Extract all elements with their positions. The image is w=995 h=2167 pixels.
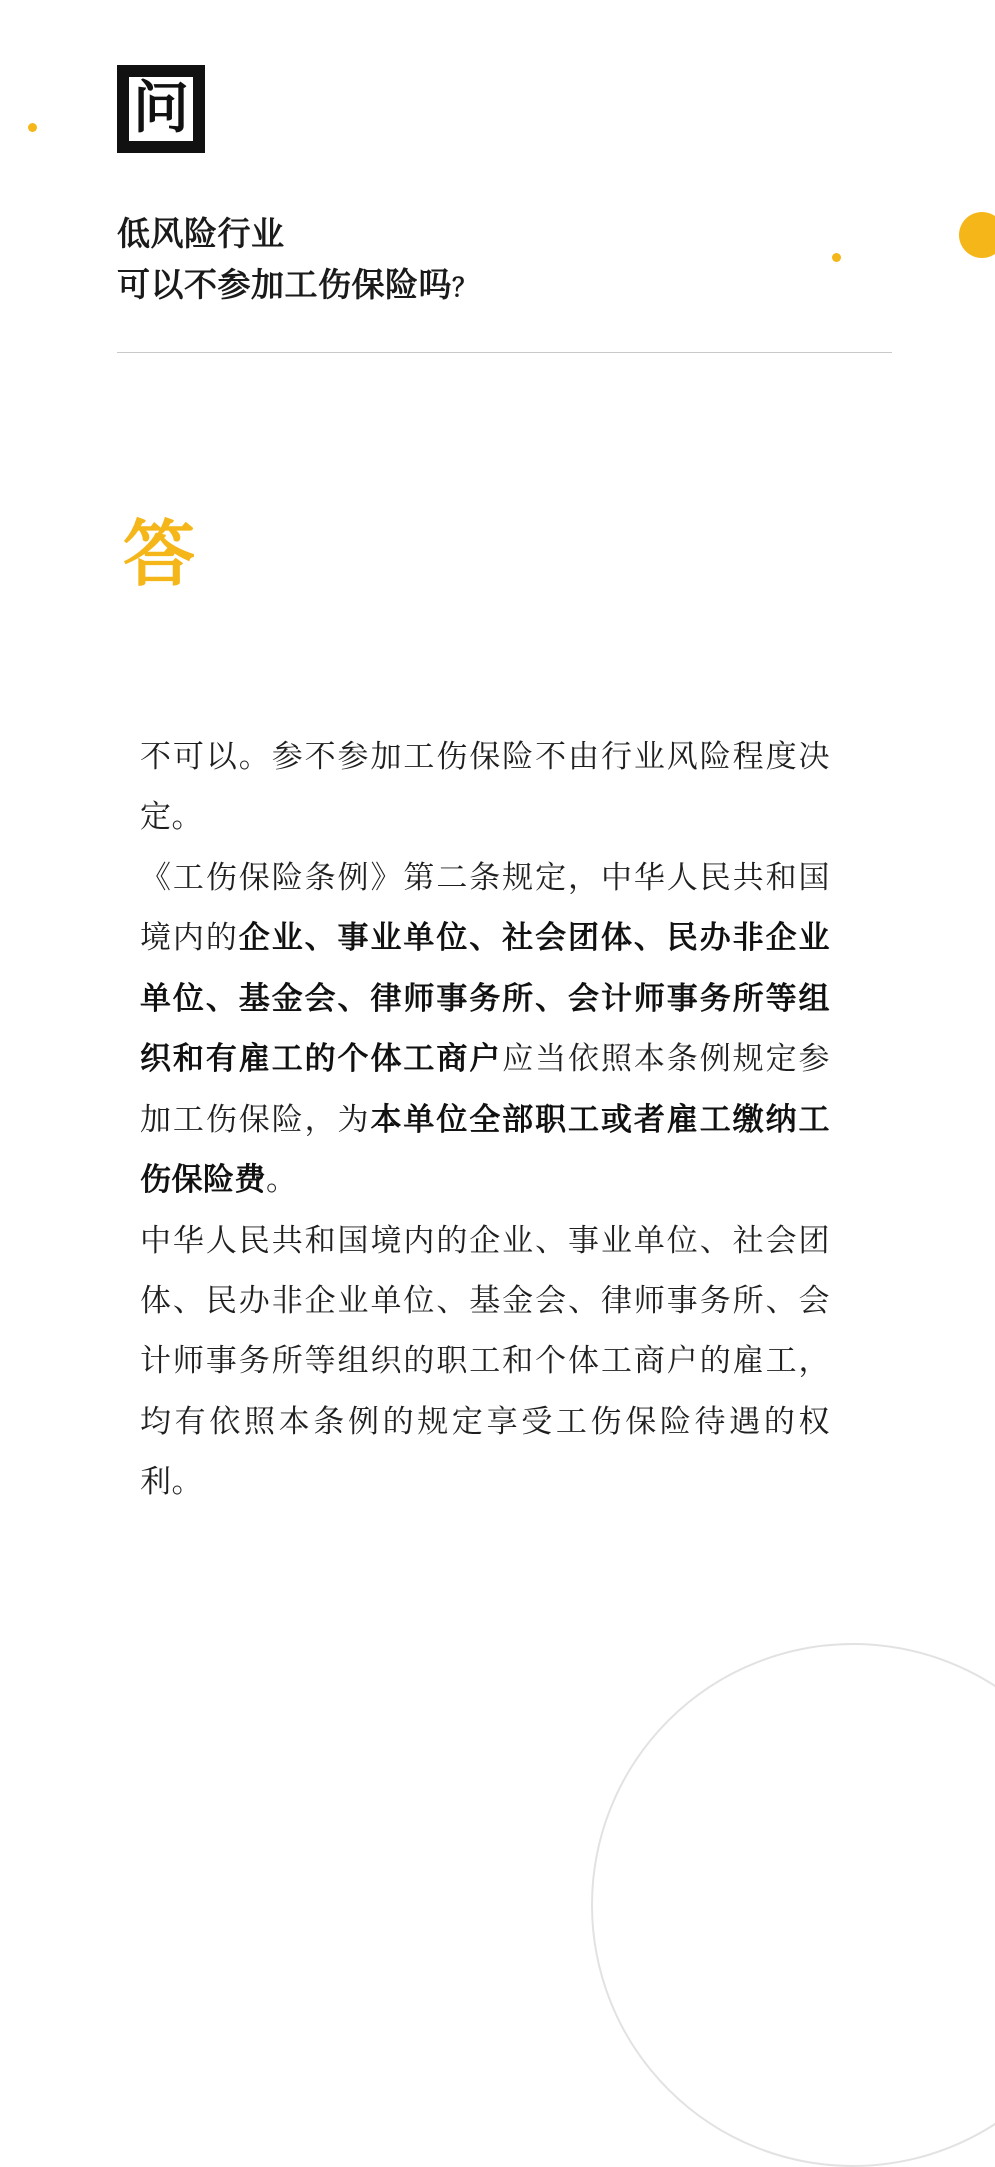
answer-paragraph <box>140 848 830 1211</box>
question-title-line1: 低风险行业 <box>117 215 285 252</box>
answer-body <box>140 727 830 1513</box>
question-mark: ？ <box>452 274 478 303</box>
question-title-line2 <box>117 259 817 310</box>
answer-text: 应当依照本条例规定参加工伤保险，为 <box>140 1041 831 1137</box>
answer-paragraph <box>140 727 830 848</box>
answer-text: 《工伤保险条例》第二条规定，中华人民共和国境内的 <box>140 859 830 956</box>
question-badge-label: 问 <box>133 76 189 141</box>
answer-emphasis: 本单位全部职工或者雇工缴纳工伤保险费 <box>140 1101 831 1198</box>
answer-badge-label: 答 <box>123 512 198 596</box>
answer-text: 。 <box>266 1162 298 1198</box>
question-badge-icon <box>117 65 205 153</box>
decor-dot-middle <box>832 253 841 262</box>
decor-arc <box>591 1643 995 2167</box>
question-title-line2-text: 可以不参加工伤保险吗 <box>117 266 452 304</box>
answer-text: 不可以。参不参加工伤保险不由行业风险程度决定。 <box>140 739 830 835</box>
decor-dot-large <box>959 212 995 258</box>
question-title <box>117 208 817 310</box>
answer-emphasis: 企业、事业单位、社会团体、民办非企业单位、基金会、律师事务所、会计师事务所等组织和有雇工的个体工商户 <box>140 920 831 1077</box>
decor-dot-left <box>28 123 37 132</box>
section-divider <box>117 352 892 353</box>
answer-text: 中华人民共和国境内的企业、事业单位、社会团体、民办非企业单位、基金会、律师事务所、会计师事务所等组织的职工和个体工商户的雇工，均有依照本条例的规定享受工伤保险待遇的权利。 <box>140 1222 830 1500</box>
answer-paragraph <box>140 1211 830 1513</box>
